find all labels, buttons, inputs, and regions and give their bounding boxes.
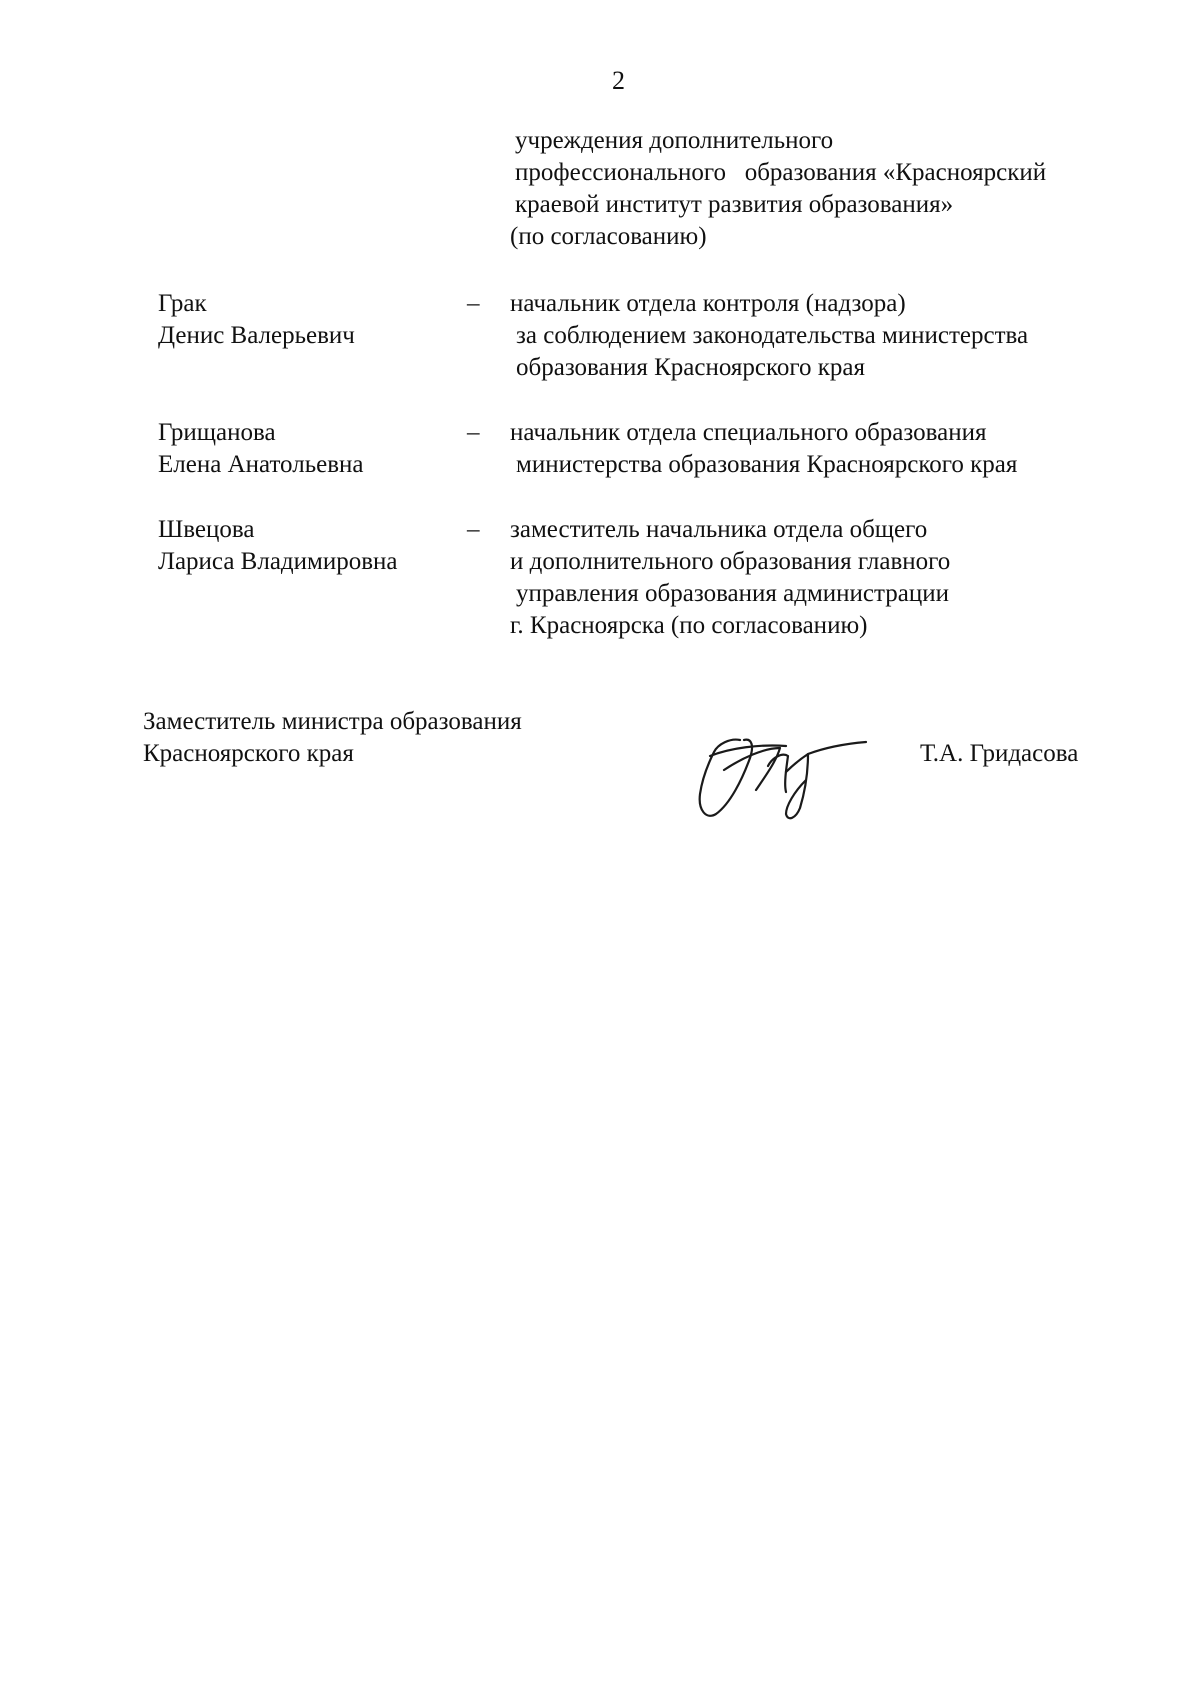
intro-line: краевой институт развития образования» — [515, 191, 954, 218]
member-dash: – — [467, 516, 480, 543]
member-position-line: за соблюдением законодательства министерства — [516, 322, 1029, 349]
member-position-line: управления образования администрации — [516, 580, 949, 607]
signatory-title: Заместитель министра образования — [143, 708, 522, 735]
intro-line: профессионального образования «Красноярский — [515, 159, 1047, 186]
member-position-line: министерства образования Красноярского края — [516, 451, 1018, 478]
member-surname: Грак — [158, 290, 207, 317]
signatory-title: Красноярского края — [143, 740, 354, 767]
member-surname: Грищанова — [158, 419, 276, 446]
member-given-names: Елена Анатольевна — [158, 451, 364, 478]
page-number: 2 — [612, 66, 625, 95]
member-position-line: образования Красноярского края — [516, 354, 865, 381]
member-dash: – — [467, 419, 480, 446]
member-given-names: Денис Валерьевич — [158, 322, 355, 349]
intro-line: (по согласованию) — [510, 223, 707, 250]
member-position-line: г. Красноярска (по согласованию) — [510, 612, 868, 639]
handwritten-signature — [690, 718, 870, 828]
intro-line: учреждения дополнительного — [515, 127, 834, 154]
member-surname: Швецова — [158, 516, 255, 543]
member-position-line: и дополнительного образования главного — [510, 548, 951, 575]
signatory-name: Т.А. Гридасова — [920, 740, 1079, 767]
member-position-line: начальник отдела контроля (надзора) — [510, 290, 906, 317]
member-position-line: начальник отдела специального образования — [510, 419, 987, 446]
member-dash: – — [467, 290, 480, 317]
member-position-line: заместитель начальника отдела общего — [510, 516, 928, 543]
member-given-names: Лариса Владимировна — [158, 548, 398, 575]
